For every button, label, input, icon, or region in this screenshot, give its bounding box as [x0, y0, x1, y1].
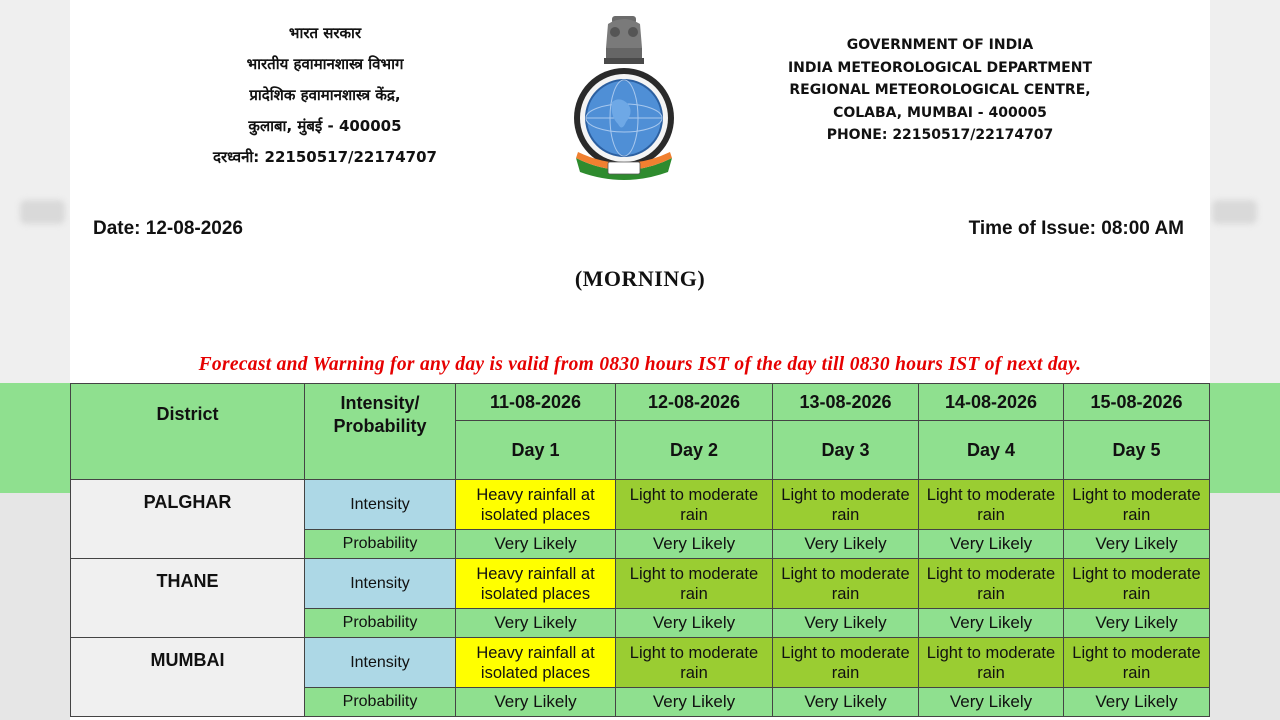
header-date: 13-08-2026	[773, 384, 919, 421]
probability-cell: Very Likely	[616, 609, 773, 638]
header-day: Day 2	[616, 421, 773, 480]
probability-label: Probability	[305, 688, 456, 717]
background-smudge-left	[20, 200, 65, 224]
intensity-cell: Light to moderate rain	[616, 638, 773, 688]
probability-cell: Very Likely	[616, 530, 773, 559]
time-of-issue: Time of Issue: 08:00 AM	[968, 218, 1184, 239]
header-date: 15-08-2026	[1064, 384, 1210, 421]
probability-cell: Very Likely	[773, 530, 919, 559]
english-letterhead	[770, 34, 1110, 147]
table-row	[71, 638, 1210, 688]
intensity-cell: Light to moderate rain	[773, 638, 919, 688]
probability-cell: Very Likely	[773, 609, 919, 638]
probability-cell: Very Likely	[1064, 530, 1210, 559]
district-name: PALGHAR	[71, 480, 305, 559]
intensity-cell: Light to moderate rain	[616, 480, 773, 530]
hindi-line-4: कुलाबा, मुंबई - 400005	[248, 117, 402, 135]
intensity-cell: Light to moderate rain	[773, 559, 919, 609]
intensity-cell: Heavy rainfall at isolated places	[456, 559, 616, 609]
hindi-letterhead	[210, 18, 440, 173]
intensity-cell: Light to moderate rain	[616, 559, 773, 609]
probability-label: Probability	[305, 530, 456, 559]
hindi-line-1: भारत सरकार	[288, 24, 362, 42]
english-line-2: INDIA METEOROLOGICAL DEPARTMENT	[787, 59, 1093, 76]
hindi-line-5: दरध्वनी: 22150517/22174707	[213, 148, 437, 166]
probability-cell: Very Likely	[616, 688, 773, 717]
header-day: Day 5	[1064, 421, 1210, 480]
intensity-cell: Light to moderate rain	[1064, 480, 1210, 530]
imd-emblem-icon	[568, 12, 680, 180]
intensity-label: Intensity	[305, 480, 456, 530]
probability-cell: Very Likely	[456, 688, 616, 717]
header-district: District	[71, 384, 305, 480]
probability-cell: Very Likely	[456, 609, 616, 638]
english-line-5: PHONE: 22150517/22174707	[826, 127, 1054, 143]
hindi-line-3: प्रादेशिक हवामानशास्त्र केंद्र,	[249, 86, 401, 104]
intensity-cell: Light to moderate rain	[773, 480, 919, 530]
issue-date: Date: 12-08-2026	[93, 218, 243, 239]
intensity-cell: Light to moderate rain	[919, 638, 1064, 688]
table-row	[71, 559, 1210, 609]
intensity-cell: Heavy rainfall at isolated places	[456, 480, 616, 530]
probability-cell: Very Likely	[1064, 688, 1210, 717]
intensity-cell: Light to moderate rain	[919, 559, 1064, 609]
probability-cell: Very Likely	[919, 688, 1064, 717]
english-line-3: REGIONAL METEOROLOGICAL CENTRE,	[789, 82, 1091, 98]
intensity-cell: Heavy rainfall at isolated places	[456, 638, 616, 688]
probability-cell: Very Likely	[773, 688, 919, 717]
header-day: Day 3	[773, 421, 919, 480]
hindi-line-2: भारतीय हवामानशास्त्र विभाग	[246, 55, 404, 73]
intensity-label: Intensity	[305, 559, 456, 609]
header-date: 14-08-2026	[919, 384, 1064, 421]
english-line-4: COLABA, MUMBAI - 400005	[833, 104, 1047, 121]
background-smudge-right	[1212, 200, 1257, 224]
table-row	[71, 480, 1210, 530]
english-line-1: GOVERNMENT OF INDIA	[846, 37, 1034, 53]
forecast-table	[70, 383, 1210, 717]
probability-label: Probability	[305, 609, 456, 638]
probability-cell: Very Likely	[919, 609, 1064, 638]
district-name: MUMBAI	[71, 638, 305, 717]
header-date: 11-08-2026	[456, 384, 616, 421]
header-day: Day 4	[919, 421, 1064, 480]
intensity-label: Intensity	[305, 638, 456, 688]
intensity-cell: Light to moderate rain	[1064, 559, 1210, 609]
probability-cell: Very Likely	[456, 530, 616, 559]
district-name: THANE	[71, 559, 305, 638]
forecast-page	[70, 0, 1210, 720]
intensity-cell: Light to moderate rain	[919, 480, 1064, 530]
session-label: (MORNING)	[574, 266, 706, 291]
validity-note: Forecast and Warning for any day is valid from 0830 hours IST of the day till 0830 hours IST of next day.	[198, 354, 1082, 375]
header-intensity-probability: Intensity/ Probability	[305, 384, 456, 480]
intensity-cell: Light to moderate rain	[1064, 638, 1210, 688]
header-day: Day 1	[456, 421, 616, 480]
header-date: 12-08-2026	[616, 384, 773, 421]
probability-cell: Very Likely	[1064, 609, 1210, 638]
probability-cell: Very Likely	[919, 530, 1064, 559]
